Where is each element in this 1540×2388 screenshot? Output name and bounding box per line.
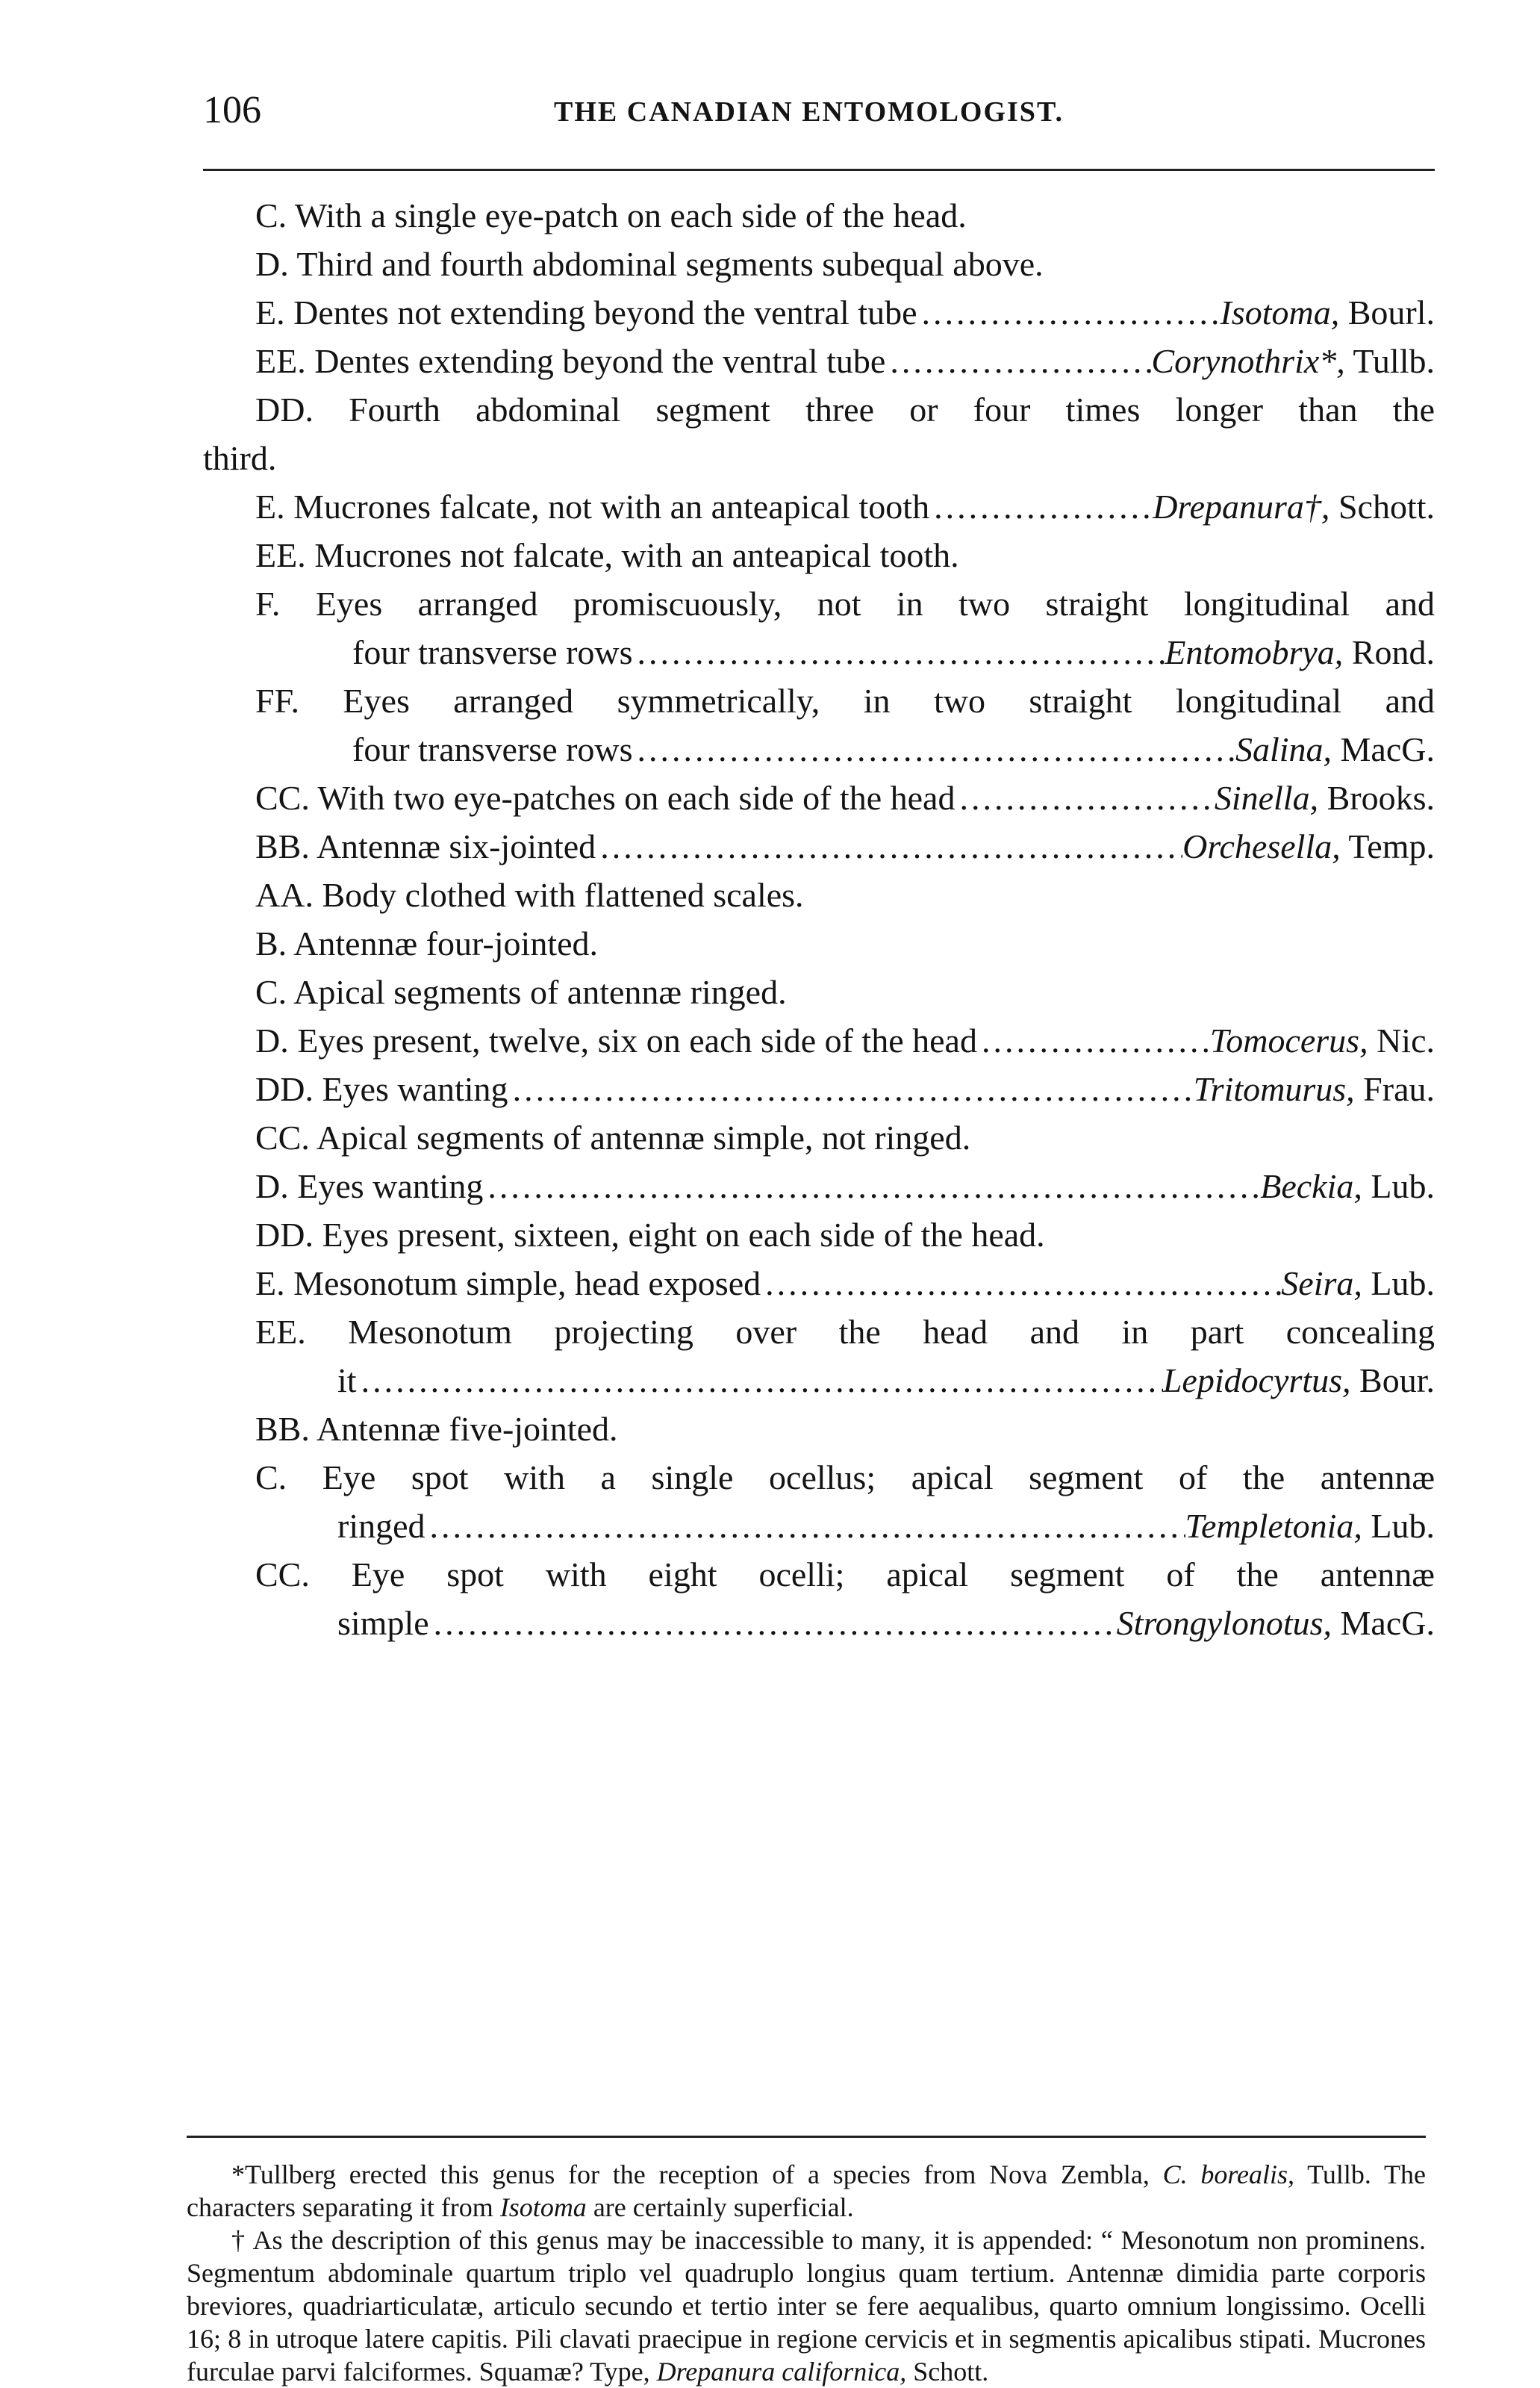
genus-name: Isotoma, (1220, 293, 1340, 332)
key-couplet: F. Eyes arranged promiscuously, not in two straight longitudinal and (255, 585, 1435, 623)
couplet-text: BB. Antennæ six-jointed (255, 827, 596, 865)
couplet-text: E. Dentes not extending beyond the ventral tube (255, 293, 917, 332)
key-couplet (203, 1259, 1435, 1308)
footnote-1-genus: Isotoma (499, 2192, 587, 2222)
header-rule (203, 169, 1435, 171)
couplet-text: CC. With two eye-patches on each side of the head (255, 779, 956, 817)
key-couplet (203, 1016, 1435, 1065)
genus-name: Seira, (1281, 1264, 1362, 1302)
dot-leader (425, 1502, 1185, 1550)
page-number: 106 (203, 89, 261, 131)
genus-author: Bour. (1350, 1361, 1435, 1399)
genus-name: Corynothrix*, (1151, 342, 1345, 380)
key-couplet: C. With a single eye-patch on each side of the head. (255, 196, 967, 234)
key-couplet: EE. Mesonotum projecting over the head and in part concealing (255, 1313, 1435, 1351)
genus-author: Brooks. (1318, 779, 1435, 817)
genus-author: Tullb. (1344, 342, 1435, 380)
genus-name: Beckia, (1260, 1167, 1362, 1205)
identification-key (203, 191, 1435, 1647)
dot-leader (633, 628, 1165, 677)
couplet-text: it (337, 1361, 357, 1399)
key-couplet: DD. Fourth abdominal segment three or four times longer than the (255, 391, 1435, 429)
key-couplet: CC. Eye spot with eight ocelli; apical segment of the antennæ (255, 1555, 1435, 1593)
key-couplet (203, 1356, 1435, 1405)
footnotes (187, 2158, 1426, 2388)
genus-name: Tomocerus, (1209, 1022, 1368, 1060)
couplet-text: four transverse rows (352, 633, 633, 671)
couplet-text: EE. Dentes extending beyond the ventral tube (255, 342, 886, 380)
footnote-1-species: C. borealis, (1162, 2160, 1295, 2189)
genus-name: Entomobrya, (1165, 633, 1344, 671)
key-couplet: BB. Antennæ five-jointed. (255, 1410, 618, 1448)
dot-leader (929, 482, 1153, 531)
dot-leader (761, 1259, 1281, 1308)
key-couplet (203, 288, 1435, 337)
couplet-text: D. Eyes present, twelve, six on each side of the head (255, 1022, 977, 1060)
genus-name: Drepanura†, (1153, 488, 1330, 526)
footnote-2-author: Schott. (906, 2357, 989, 2387)
key-couplet (203, 1162, 1435, 1210)
running-title: THE CANADIAN ENTOMOLOGIST. (554, 96, 1064, 128)
key-couplet: D. Third and fourth abdominal segments subequal above. (255, 245, 1044, 283)
genus-name: Sinella, (1214, 779, 1319, 817)
couplet-text: four transverse rows (352, 730, 633, 768)
footnote-1-text-b: Tullb. The characters separating it from (187, 2160, 1426, 2222)
couplet-text: ringed (337, 1507, 425, 1545)
key-couplet: CC. Apical segments of antennæ simple, not ringed. (255, 1119, 971, 1157)
genus-author: Lub. (1362, 1167, 1435, 1205)
genus-author: MacG. (1332, 730, 1435, 768)
key-couplet: EE. Mucrones not falcate, with an anteapical tooth. (255, 536, 959, 574)
dot-leader (633, 725, 1235, 774)
genus-author: Frau. (1354, 1070, 1435, 1108)
running-header (203, 88, 1435, 133)
dot-leader (955, 774, 1214, 822)
footnote-2 (187, 2224, 1426, 2388)
genus-name: Orchesella, (1182, 827, 1341, 865)
footnote-1-text-c: are certainly superficial. (586, 2192, 854, 2222)
genus-author: Bourl. (1339, 293, 1435, 332)
key-couplet: AA. Body clothed with flattened scales. (255, 876, 804, 914)
genus-author: Lub. (1362, 1507, 1435, 1545)
genus-author: Lub. (1362, 1264, 1435, 1302)
dot-leader (596, 822, 1182, 871)
footnote-1 (187, 2158, 1426, 2224)
key-couplet: FF. Eyes arranged symmetrically, in two straight longitudinal and (255, 682, 1435, 720)
key-couplet (203, 482, 1435, 531)
couplet-text: DD. Eyes wanting (255, 1070, 508, 1108)
key-couplet: B. Antennæ four-jointed. (255, 924, 599, 963)
key-couplet: C. Apical segments of antennæ ringed. (255, 973, 787, 1011)
key-couplet (203, 822, 1435, 871)
key-couplet: C. Eye spot with a single ocellus; apical segment of the antennæ (255, 1458, 1435, 1496)
dot-leader (885, 337, 1151, 385)
genus-author: Schott. (1329, 488, 1435, 526)
key-couplet (203, 337, 1435, 385)
footnote-1-text: *Tullberg erected this genus for the reception of a species from Nova Zembla, (231, 2160, 1163, 2189)
key-couplet: third. (203, 439, 277, 477)
dot-leader (357, 1356, 1163, 1405)
footnote-2-species: Drepanura californica, (656, 2357, 907, 2387)
couplet-text: E. Mucrones falcate, not with an anteapical tooth (255, 488, 930, 526)
couplet-text: E. Mesonotum simple, head exposed (255, 1264, 761, 1302)
couplet-text: simple (337, 1604, 429, 1642)
genus-author: Rond. (1343, 633, 1435, 671)
key-couplet (203, 1599, 1435, 1647)
dot-leader (429, 1599, 1117, 1647)
key-couplet: DD. Eyes present, sixteen, eight on each side of the head. (255, 1216, 1045, 1254)
key-couplet (203, 628, 1435, 677)
dot-leader (508, 1065, 1194, 1113)
key-couplet (203, 725, 1435, 774)
genus-author: MacG. (1332, 1604, 1435, 1642)
footnote-2-text: † As the description of this genus may be inaccessible to many, it is appended: “ Mesonotum non prominens. Segmentum abdominale quartum triplo vel quadruplo longius quam tertium. Antennæ dimidia parte corporis breviores, quadriarticulatæ, articulo secundo et tertio inter se fere aequalibus, quarto omnium longissimo. Ocelli 16; 8 in utroque latere capitis. Pili clavati praecipue in regione cervicis et in segmentis apicalibus stipati. Mucrones furculae parvi falciformes. Squamæ? Type, (187, 2225, 1426, 2387)
dot-leader (917, 288, 1221, 337)
genus-author: Nic. (1368, 1022, 1435, 1060)
genus-name: Salina, (1235, 730, 1332, 768)
couplet-text: D. Eyes wanting (255, 1167, 484, 1205)
genus-author: Temp. (1340, 827, 1435, 865)
key-couplet (203, 1502, 1435, 1550)
key-couplet (203, 774, 1435, 822)
key-couplet (203, 1065, 1435, 1113)
dot-leader (977, 1016, 1210, 1065)
genus-name: Lepidocyrtus, (1162, 1361, 1351, 1399)
dot-leader (483, 1162, 1260, 1210)
genus-name: Strongylonotus, (1116, 1604, 1332, 1642)
genus-name: Tritomurus, (1193, 1070, 1355, 1108)
genus-name: Templetonia, (1185, 1507, 1362, 1545)
footnote-rule (187, 2136, 1426, 2138)
